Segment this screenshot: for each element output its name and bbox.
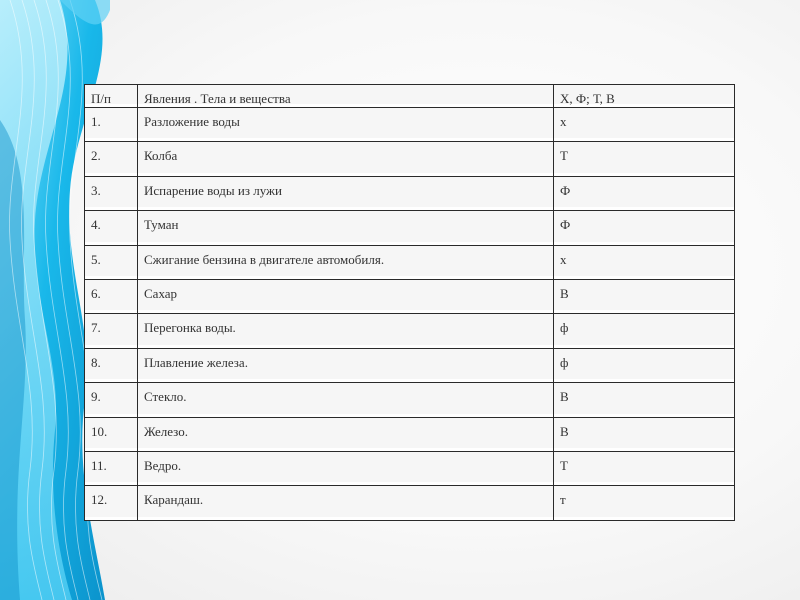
table-row [85,211,735,245]
table-row [85,383,735,417]
table-row [85,314,735,348]
cell-phenomenon: Перегонка воды. [138,314,554,348]
table-row [85,280,735,314]
cell-number: 5. [85,245,138,279]
cell-phenomenon: Стекло. [138,383,554,417]
cell-phenomenon: Ведро. [138,452,554,486]
cell-phenomenon: Туман [138,211,554,245]
table-row [85,417,735,451]
cell-number: 2. [85,142,138,176]
header-phenomena: Явления . Тела и вещества [138,85,554,108]
cell-type: В [554,280,735,314]
cell-type: Т [554,142,735,176]
cell-number: 7. [85,314,138,348]
table-row [85,245,735,279]
cell-phenomenon: Разложение воды [138,108,554,142]
cell-type: Т [554,452,735,486]
table-container [84,84,734,521]
cell-number: 12. [85,486,138,521]
cell-phenomenon: Карандаш. [138,486,554,521]
cell-phenomenon: Испарение воды из лужи [138,176,554,210]
cell-type: В [554,417,735,451]
table-header-row [85,85,735,108]
cell-number: 4. [85,211,138,245]
cell-type: В [554,383,735,417]
cell-type: Ф [554,211,735,245]
cell-type: х [554,108,735,142]
cell-phenomenon: Железо. [138,417,554,451]
cell-phenomenon: Сжигание бензина в двигателе автомобиля. [138,245,554,279]
cell-phenomenon: Колба [138,142,554,176]
cell-number: 6. [85,280,138,314]
table-row [85,486,735,521]
cell-type: Ф [554,176,735,210]
table-row [85,176,735,210]
table-row [85,452,735,486]
cell-phenomenon: Сахар [138,280,554,314]
table-row [85,348,735,382]
cell-phenomenon: Плавление железа. [138,348,554,382]
cell-number: 3. [85,176,138,210]
cell-number: 9. [85,383,138,417]
cell-type: т [554,486,735,521]
cell-number: 11. [85,452,138,486]
phenomena-table [84,84,735,521]
header-number: П/п [85,85,138,108]
cell-number: 1. [85,108,138,142]
table-row [85,142,735,176]
cell-number: 8. [85,348,138,382]
header-type: Х, Ф; Т, В [554,85,735,108]
cell-type: х [554,245,735,279]
cell-type: ф [554,348,735,382]
cell-type: ф [554,314,735,348]
table-row [85,108,735,142]
cell-number: 10. [85,417,138,451]
